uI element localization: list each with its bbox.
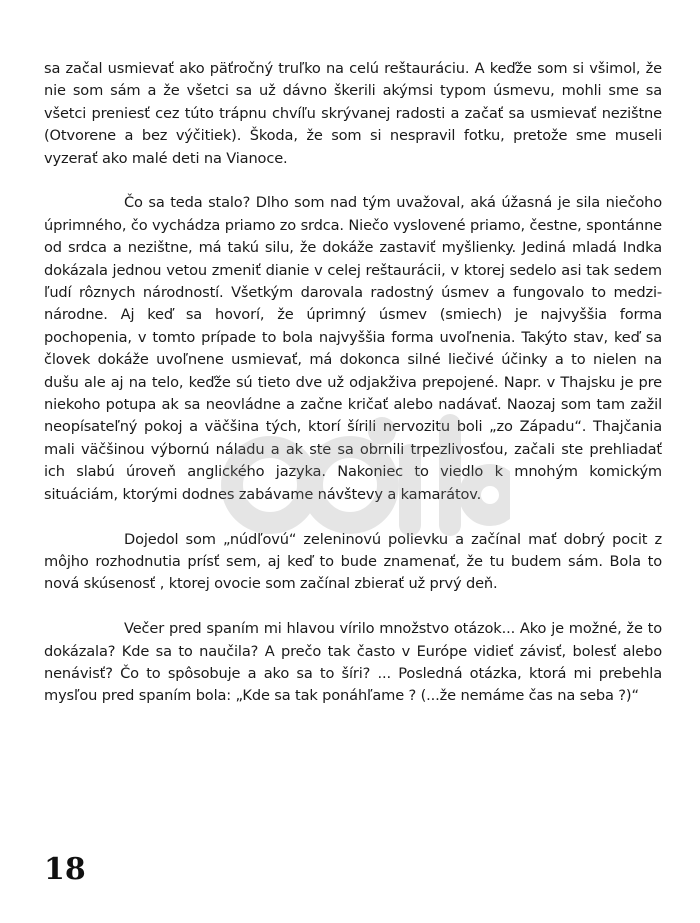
paragraph-4: Večer pred spaním mi hlavou vírilo množstvo otázok... Ako je možné, že to dokázala? Kde sa to naučila? A prečo tak často v Európe vidieť závisť, bolesť alebo nenávisť? Čo to spôsobuje a ako sa to šíri? ... Posledná otázka, ktorá mi prebehla mysľou pred spaním bola: „Kde sa tak ponáhľame ? (...že nemáme čas na seba ?)“ [44, 620, 662, 705]
page-number: 18 [44, 852, 86, 887]
paragraph-2: Čo sa teda stalo? Dlho som nad tým uvažoval, aká úžasná je sila niečoho úprimného, čo vychádza priamo zo srdca. Niečo vyslovené priamo, čestne, spontánne od srdca a nezištne, má takú silu, že dokáže zastaviť myšlienky. Jediná mladá Indka dokázala jednou vetou zmeniť dianie v celej reštaurácii, v ktorej sedelo asi tak sedem ľudí rôznych národností. Všetkým darovala radostný úsmev a fungovalo to medzi-národne. Aj keď sa hovorí, že úprimný úsmev (smiech) je najvyššia forma pochopenia, v tomto prípade to bola najvyššia forma uvoľnenia. Takýto stav, keď sa človek dokáže uvoľnene usmievať, má dokonca silné liečivé účinky a to nielen na dušu ale aj na telo, keďže sú tieto dve už odjakživa prepojené. Napr. v Thajsku je pre niekoho potupa ak sa neovládne a začne kričať alebo nadávať. Naozaj som tam zažil neopísateľný pokoj a väčšina tých, ktorí šírili nervozitu boli „zo Západu“. Thajčania mali väčšinou výbornú náladu a ak ste sa obrnili trpezlivosťou, začali ste prehliadať ich slabú úroveň anglického jazyka. Nakoniec to viedlo k mnohým komickým situáciám, ktorými dodnes zabávame návštevy a kamarátov. [44, 194, 662, 503]
body-text [44, 58, 662, 730]
paragraph-3: Dojedol som „núdľovú“ zeleninovú polievku a začínal mať dobrý pocit z môjho rozhodnutia prísť sem, aj keď to bude znamenať, že tu budem sám. Bola to nová skúsenosť , ktorej ovocie som začínal zbierať už prvý deň. [44, 530, 662, 593]
paragraph-1: sa začal usmievať ako päťročný truľko na celú reštauráciu. A keďže som si všimol, že nie som sám a že všetci sa už dávno škerili akýmsi typom úsmevu, mohli sme sa všetci preniesť cez túto trápnu chvíľu skrývanej radosti a začať sa usmievať nezištne (Otvorene a bez výčitiek). Škoda, že som si nespravil fotku, pretože sme museli vyzerať ako malé deti na Vianoce. [44, 60, 662, 167]
